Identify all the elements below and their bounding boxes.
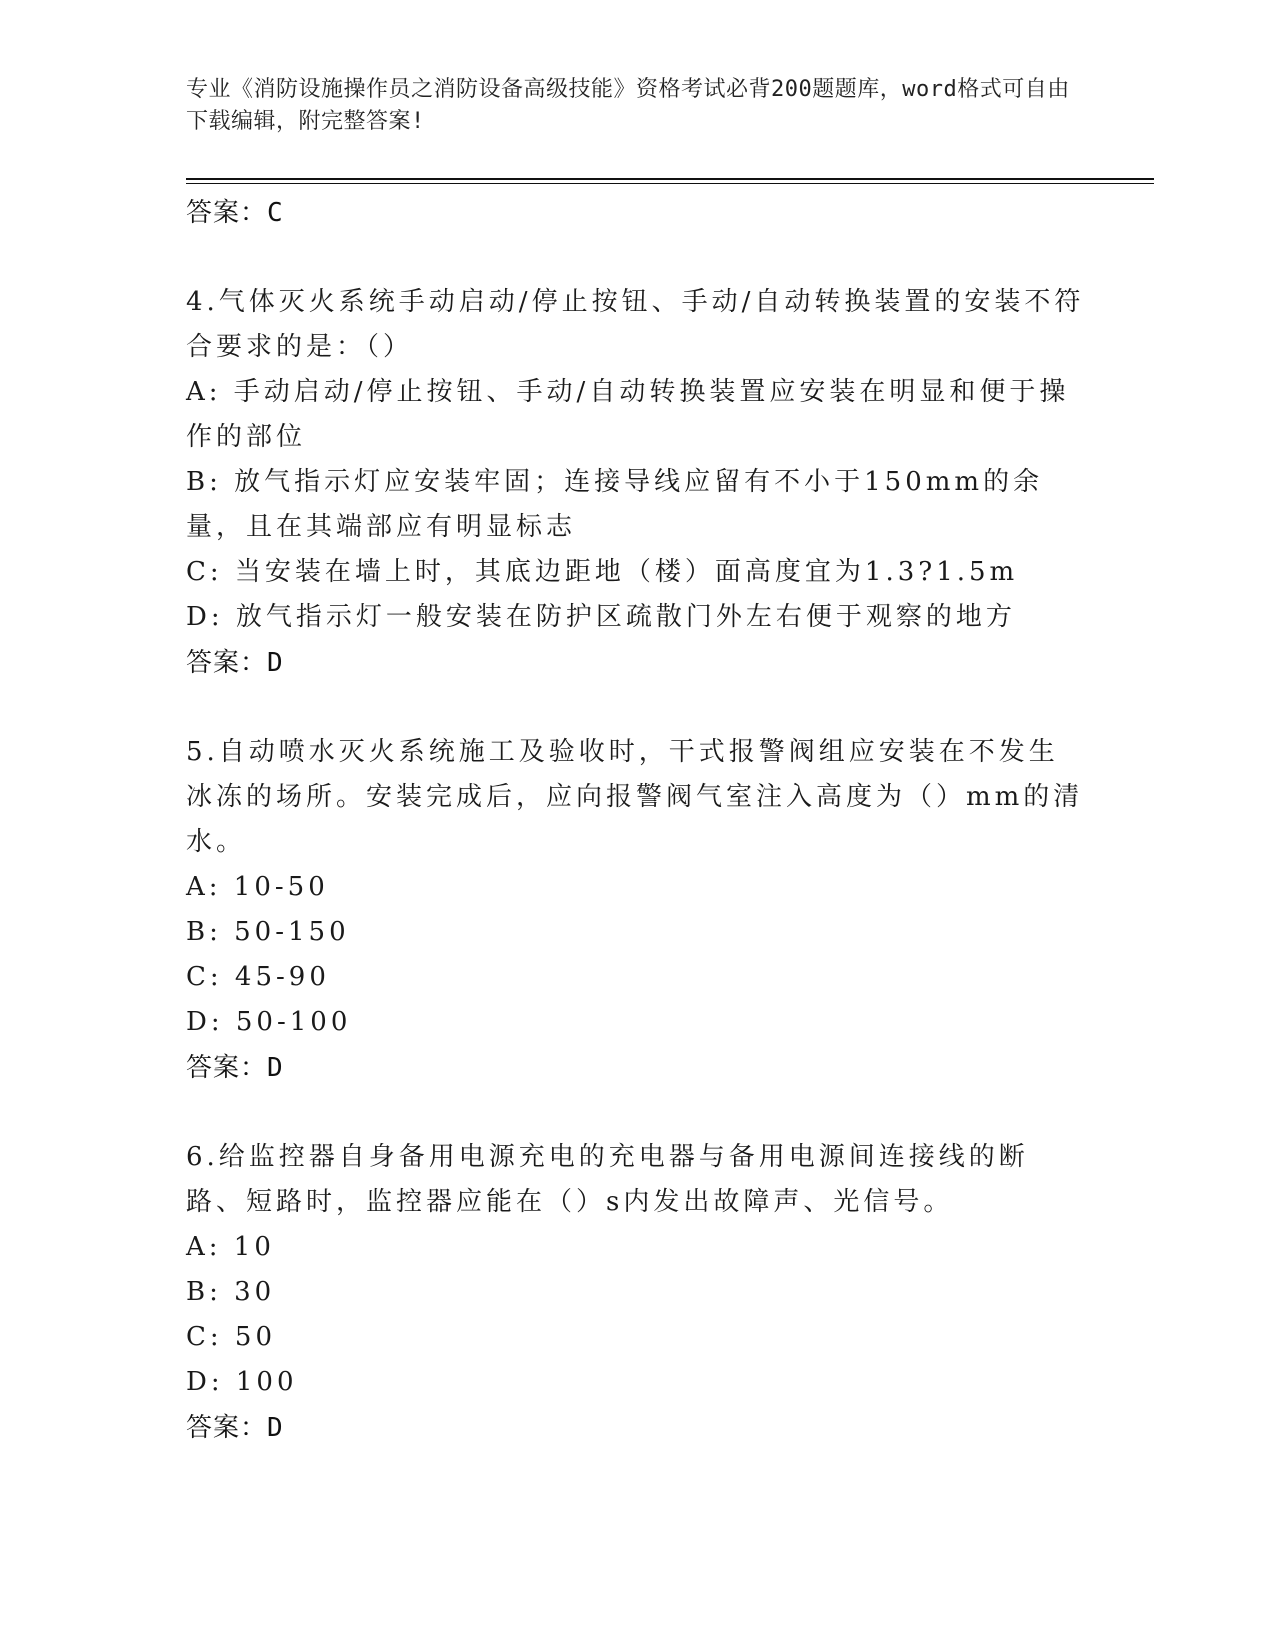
- option-c: C: 45-90: [186, 962, 330, 992]
- option-b: B: 50-150: [186, 917, 350, 947]
- answer-line: 答案：D: [186, 1413, 284, 1443]
- document-body: [186, 190, 1086, 1451]
- option-d: D: 100: [186, 1367, 298, 1397]
- option-b: B: 放气指示灯应安装牢固；连接导线应留有不小于150mm的余量，且在其端部应有明显标志: [186, 467, 1044, 542]
- option-c: C: 50: [186, 1322, 277, 1352]
- header-divider-thin: [186, 183, 1154, 184]
- header-divider-thick: [186, 178, 1154, 180]
- answer-line: 答案：C: [186, 198, 284, 228]
- option-a: A: 10-50: [186, 872, 329, 902]
- question-text: 4.气体灭火系统手动启动/停止按钮、手动/自动转换装置的安装不符合要求的是：（）: [186, 287, 1085, 362]
- option-b: B: 30: [186, 1277, 276, 1307]
- question-block: [186, 280, 1086, 686]
- option-a: A: 10: [186, 1232, 275, 1262]
- question-text: 5.自动喷水灭火系统施工及验收时，干式报警阀组应安装在不发生冰冻的场所。安装完成后，应向报警阀气室注入高度为（）mm的清水。: [186, 737, 1084, 857]
- question-text: 6.给监控器自身备用电源充电的充电器与备用电源间连接线的断路、短路时，监控器应能在（）s内发出故障声、光信号。: [186, 1142, 1029, 1217]
- option-d: D: 放气指示灯一般安装在防护区疏散门外左右便于观察的地方: [186, 602, 1016, 632]
- answer-line: 答案：D: [186, 1053, 284, 1083]
- option-c: C: 当安装在墙上时，其底边距地（楼）面高度宜为1.3?1.5m: [186, 557, 1019, 587]
- spacer: [186, 686, 1086, 730]
- answer-line: 答案：D: [186, 648, 284, 678]
- option-d: D: 50-100: [186, 1007, 352, 1037]
- document-header: 专业《消防设施操作员之消防设备高级技能》资格考试必背200题题库，word格式可自由下载编辑，附完整答案!: [186, 77, 1070, 134]
- option-a: A: 手动启动/停止按钮、手动/自动转换装置应安装在明显和便于操作的部位: [186, 377, 1070, 452]
- question-block: [186, 1135, 1086, 1451]
- question-block: [186, 730, 1086, 1091]
- spacer: [186, 1091, 1086, 1135]
- spacer: [186, 236, 1086, 280]
